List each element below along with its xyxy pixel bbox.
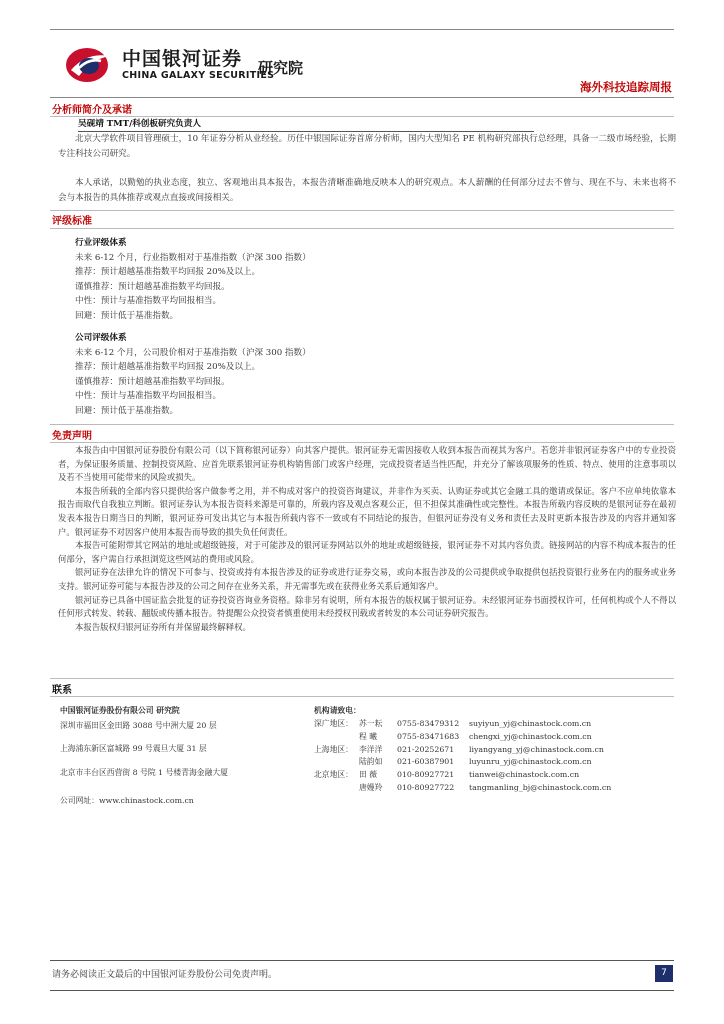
disclaimer-paragraph: 本报告版权归银河证券所有并保留最终解释权。 bbox=[75, 621, 251, 632]
contact-email[interactable]: tangmanling_bj@chinastock.com.cn bbox=[469, 782, 612, 792]
contact-phone: 010-80927721 bbox=[397, 770, 455, 780]
logo-english: CHINA GALAXY SECURITIES bbox=[122, 70, 275, 81]
contact-region bbox=[314, 782, 359, 795]
contact-name: 李洋洋 bbox=[359, 744, 383, 754]
section-title-contact: 联系 bbox=[52, 685, 72, 696]
rating-line: 回避：预计低于基准指数。 bbox=[75, 310, 179, 321]
rating-line: 推荐：预计超越基准指数平均回报 20%及以上。 bbox=[75, 362, 261, 373]
contact-address: 上海浦东新区富城路 99 号震旦大厦 31 层 bbox=[60, 744, 207, 753]
contact-phone: 021-20252671 bbox=[397, 744, 455, 754]
industry-rating-heading: 行业评级体系 bbox=[75, 238, 127, 248]
contact-email[interactable]: suyiyun_yj@chinastock.com.cn bbox=[469, 719, 592, 728]
company-rating-heading: 公司评级体系 bbox=[75, 333, 127, 343]
contact-region: 北京地区： bbox=[314, 770, 353, 780]
section-rule bbox=[50, 678, 674, 679]
analyst-bio: 北京大学软件项目管理硕士，10 年证券分析从业经验。历任中银国际证券首席分析师，国内大型知名 PE 机构研究部执行总经理，具备一二级市场经验，长期专注科技公司研究。 bbox=[58, 134, 676, 159]
report-type: 海外科技追踪周报 bbox=[580, 80, 672, 94]
contact-name: 程 曦 bbox=[359, 731, 378, 741]
contact-company: 中国银河证券股份有限公司 研究院 bbox=[60, 706, 180, 715]
contact-email[interactable]: tianwei@chinastock.com.cn bbox=[469, 770, 580, 780]
section-rule bbox=[50, 424, 674, 425]
galaxy-logo-icon bbox=[65, 44, 113, 84]
contact-row bbox=[314, 731, 611, 744]
contact-name: 唐嫚羚 bbox=[359, 782, 383, 792]
contact-email[interactable]: liyangyang_yj@chinastock.com.cn bbox=[469, 744, 604, 754]
page-number: 7 bbox=[655, 965, 673, 982]
contact-phone: 0755-83471683 bbox=[397, 731, 460, 741]
logo-department: 研究院 bbox=[258, 59, 304, 77]
section-rule bbox=[50, 228, 674, 229]
company-rating-block bbox=[75, 331, 311, 419]
contact-row bbox=[314, 769, 611, 782]
contact-email[interactable]: luyunru_yj@chinastock.com.cn bbox=[469, 757, 592, 767]
inst-contact-title: 机构请致电： bbox=[314, 706, 361, 715]
contact-phone: 010-80927722 bbox=[397, 782, 455, 792]
rating-line: 中性：预计与基准指数平均回报相当。 bbox=[75, 296, 222, 307]
section-title-rating: 评级标准 bbox=[52, 216, 92, 227]
disclaimer-body bbox=[58, 444, 676, 634]
section-rule bbox=[50, 442, 674, 443]
contact-region: 深广地区： bbox=[314, 719, 353, 728]
disclaimer-paragraph: 银河证券在法律允许的情况下可参与、投资或持有本报告涉及的证券或进行证券交易，或向本报告涉及的公司提供或争取提供包括投资银行业务在内的服务或业务支持。银河证券可能与本报告涉及的公司之间存在业务关系，并无需事先或在获得业务关系后通知客户。 bbox=[58, 567, 676, 591]
analyst-pledge: 本人承诺，以勤勉的执业态度，独立、客观地出具本报告，本报告清晰准确地反映本人的研究观点。本人薪酬的任何部分过去不曾与、现在不与、未来也将不会与本报告的具体推荐或观点直接或间接相关。 bbox=[58, 178, 676, 203]
contact-name: 陆韵如 bbox=[359, 757, 383, 767]
disclaimer-paragraph: 银河证券已具备中国证监会批复的证券投资咨询业务资格。除非另有说明，所有本报告的版权属于银河证券。未经银河证券书面授权许可，任何机构或个人不得以任何形式转发、转载、翻版或传播本报告。特提醒公众投资者慎重使用未经授权刊载或者转发的本公司证券研究报告。 bbox=[58, 594, 676, 619]
analyst-name: 吴砚靖 TMT/科创板研究负责人 bbox=[78, 119, 201, 129]
contact-email[interactable]: chengxi_yj@chinastock.com.cn bbox=[469, 731, 592, 741]
logo-chinese: 中国银河证券 bbox=[122, 48, 243, 70]
section-rule bbox=[50, 696, 674, 697]
contact-row bbox=[314, 718, 611, 731]
inst-contact-list bbox=[314, 718, 611, 795]
rating-line: 推荐：预计超越基准指数平均回报 20%及以上。 bbox=[75, 267, 261, 278]
disclaimer-paragraph: 本报告所载的全部内容只提供给客户做参考之用，并不构成对客户的投资咨询建议，并非作为买卖、认购证券或其它金融工具的邀请或保证。客户不应单纯依靠本报告而取代自我独立判断。银河证券认为本报告资料来源是可靠的，所载内容及观点客观公正，但不担保其准确性或完整性。本报告所载内容反映的是银河证券在最初发表本报告日期当日的判断，银河证券可发出其它与本报告所载内容不一致或有不同结论的报告，但银河证券没有义务和责任去及时更新本报告涉及的内容并通知客户。银河证券不对因客户使用本报告而导致的损失负任何责任。 bbox=[58, 485, 676, 537]
header-rule bbox=[50, 97, 674, 98]
rating-line: 回避：预计低于基准指数。 bbox=[75, 405, 179, 416]
footer-bottom-rule bbox=[50, 990, 674, 991]
rating-line: 中性：预计与基准指数平均回报相当。 bbox=[75, 391, 222, 402]
rating-line: 谨慎推荐：预计超越基准指数平均回报。 bbox=[75, 376, 230, 387]
section-rule bbox=[50, 210, 674, 211]
contact-row bbox=[314, 756, 611, 769]
contact-row bbox=[314, 782, 611, 795]
contact-phone: 0755-83479312 bbox=[397, 719, 460, 728]
contact-region bbox=[314, 731, 359, 744]
section-title-disclaimer: 免责声明 bbox=[52, 431, 92, 442]
footer-rule bbox=[50, 960, 674, 961]
rating-line: 未来 6-12 个月，公司股价相对于基准指数（沪深 300 指数） bbox=[75, 347, 311, 358]
footer-note: 请务必阅读正文最后的中国银河证券股份公司免责声明。 bbox=[52, 970, 278, 980]
rating-line: 谨慎推荐：预计超越基准指数平均回报。 bbox=[75, 281, 230, 292]
contact-row bbox=[314, 744, 611, 757]
contact-name: 苏一耘 bbox=[359, 719, 383, 728]
contact-name: 田 薇 bbox=[359, 770, 378, 780]
industry-rating-block bbox=[75, 236, 311, 324]
contact-phone: 021-60387901 bbox=[397, 757, 455, 767]
contact-address: 北京市丰台区西营街 8 号院 1 号楼青海金融大厦 bbox=[60, 768, 228, 777]
contact-address: 深圳市福田区金田路 3088 号中洲大厦 20 层 bbox=[60, 721, 217, 730]
disclaimer-paragraph: 本报告可能附带其它网站的地址或超级链接，对于可能涉及的银河证券网站以外的地址或超级链接，银河证券不对其内容负责。链接网站的内容不构成本报告的任何部分，客户需自行承担浏览这些网站的费用或风险。 bbox=[58, 540, 676, 564]
contact-region bbox=[314, 756, 359, 769]
top-rule bbox=[50, 29, 674, 30]
rating-line: 未来 6-12 个月，行业指数相对于基准指数（沪深 300 指数） bbox=[75, 252, 311, 263]
section-title-analyst: 分析师简介及承诺 bbox=[52, 105, 132, 116]
company-website: 公司网址：www.chinastock.com.cn bbox=[60, 796, 194, 805]
contact-region: 上海地区： bbox=[314, 744, 353, 754]
disclaimer-paragraph: 本报告由中国银河证券股份有限公司（以下简称银河证券）向其客户提供。银河证券无需因接收人收到本报告而视其为客户。若您并非银河证券客户中的专业投资者，为保证服务质量、控制投资风险、应首先联系银河证券机构销售部门或客户经理，完成投资者适当性匹配，并充分了解该项服务的性质、特点、使用的注意事项以及若不当使用可能带来的风险或损失。 bbox=[58, 445, 676, 483]
